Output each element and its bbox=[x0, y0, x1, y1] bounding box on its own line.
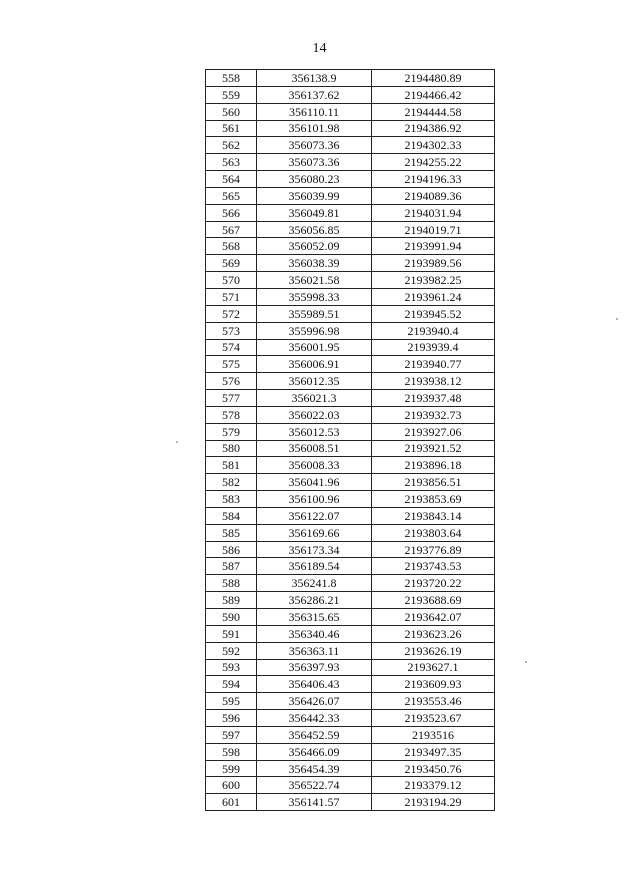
y-coordinate-cell: 2194019.71 bbox=[372, 221, 495, 238]
y-coordinate-cell: 2193927.06 bbox=[372, 423, 495, 440]
table-row bbox=[206, 120, 495, 137]
point-number-cell: 584 bbox=[206, 507, 257, 524]
x-coordinate-cell: 356286.21 bbox=[257, 592, 372, 609]
table-row bbox=[206, 693, 495, 710]
y-coordinate-cell: 2193945.52 bbox=[372, 305, 495, 322]
x-coordinate-cell: 356454.39 bbox=[257, 760, 372, 777]
x-coordinate-cell: 356049.81 bbox=[257, 204, 372, 221]
point-number-cell: 572 bbox=[206, 305, 257, 322]
point-number-cell: 569 bbox=[206, 255, 257, 272]
point-number-cell: 579 bbox=[206, 423, 257, 440]
x-coordinate-cell: 356138.9 bbox=[257, 70, 372, 87]
scan-speck bbox=[525, 661, 527, 663]
table-row bbox=[206, 507, 495, 524]
point-number-cell: 585 bbox=[206, 524, 257, 541]
point-number-cell: 593 bbox=[206, 659, 257, 676]
y-coordinate-cell: 2193803.64 bbox=[372, 524, 495, 541]
y-coordinate-cell: 2193939.4 bbox=[372, 339, 495, 356]
y-coordinate-cell: 2193940.77 bbox=[372, 356, 495, 373]
table-row bbox=[206, 609, 495, 626]
x-coordinate-cell: 356397.93 bbox=[257, 659, 372, 676]
x-coordinate-cell: 355996.98 bbox=[257, 322, 372, 339]
table-row bbox=[206, 423, 495, 440]
y-coordinate-cell: 2193627.1 bbox=[372, 659, 495, 676]
y-coordinate-cell: 2193932.73 bbox=[372, 406, 495, 423]
y-coordinate-cell: 2193982.25 bbox=[372, 272, 495, 289]
point-number-cell: 583 bbox=[206, 491, 257, 508]
y-coordinate-cell: 2193609.93 bbox=[372, 676, 495, 693]
y-coordinate-cell: 2193194.29 bbox=[372, 794, 495, 811]
point-number-cell: 571 bbox=[206, 288, 257, 305]
x-coordinate-cell: 356315.65 bbox=[257, 609, 372, 626]
coordinates-table bbox=[205, 69, 495, 811]
table-row bbox=[206, 339, 495, 356]
point-number-cell: 600 bbox=[206, 777, 257, 794]
table-row bbox=[206, 390, 495, 407]
point-number-cell: 576 bbox=[206, 373, 257, 390]
x-coordinate-cell: 356008.33 bbox=[257, 457, 372, 474]
table-row bbox=[206, 558, 495, 575]
table-row bbox=[206, 154, 495, 171]
x-coordinate-cell: 356080.23 bbox=[257, 171, 372, 188]
point-number-cell: 577 bbox=[206, 390, 257, 407]
x-coordinate-cell: 356452.59 bbox=[257, 726, 372, 743]
table-row bbox=[206, 137, 495, 154]
y-coordinate-cell: 2193626.19 bbox=[372, 642, 495, 659]
point-number-cell: 580 bbox=[206, 440, 257, 457]
point-number-cell: 595 bbox=[206, 693, 257, 710]
x-coordinate-cell: 356001.95 bbox=[257, 339, 372, 356]
y-coordinate-cell: 2194466.42 bbox=[372, 86, 495, 103]
scan-speck bbox=[176, 441, 178, 443]
table-row bbox=[206, 238, 495, 255]
y-coordinate-cell: 2194302.33 bbox=[372, 137, 495, 154]
point-number-cell: 563 bbox=[206, 154, 257, 171]
x-coordinate-cell: 356442.33 bbox=[257, 710, 372, 727]
table-row bbox=[206, 743, 495, 760]
y-coordinate-cell: 2193776.89 bbox=[372, 541, 495, 558]
table-row bbox=[206, 356, 495, 373]
point-number-cell: 599 bbox=[206, 760, 257, 777]
table-row bbox=[206, 642, 495, 659]
x-coordinate-cell: 356073.36 bbox=[257, 154, 372, 171]
table-row bbox=[206, 255, 495, 272]
y-coordinate-cell: 2193523.67 bbox=[372, 710, 495, 727]
y-coordinate-cell: 2193843.14 bbox=[372, 507, 495, 524]
x-coordinate-cell: 356522.74 bbox=[257, 777, 372, 794]
table-row bbox=[206, 726, 495, 743]
y-coordinate-cell: 2193720.22 bbox=[372, 575, 495, 592]
y-coordinate-cell: 2193623.26 bbox=[372, 625, 495, 642]
x-coordinate-cell: 355998.33 bbox=[257, 288, 372, 305]
x-coordinate-cell: 356052.09 bbox=[257, 238, 372, 255]
table-row bbox=[206, 322, 495, 339]
x-coordinate-cell: 356073.36 bbox=[257, 137, 372, 154]
table-row bbox=[206, 794, 495, 811]
y-coordinate-cell: 2193989.56 bbox=[372, 255, 495, 272]
x-coordinate-cell: 355989.51 bbox=[257, 305, 372, 322]
y-coordinate-cell: 2194089.36 bbox=[372, 187, 495, 204]
point-number-cell: 601 bbox=[206, 794, 257, 811]
y-coordinate-cell: 2194386.92 bbox=[372, 120, 495, 137]
table-row bbox=[206, 86, 495, 103]
point-number-cell: 575 bbox=[206, 356, 257, 373]
x-coordinate-cell: 356122.07 bbox=[257, 507, 372, 524]
table-row bbox=[206, 187, 495, 204]
table-row bbox=[206, 103, 495, 120]
x-coordinate-cell: 356169.66 bbox=[257, 524, 372, 541]
point-number-cell: 598 bbox=[206, 743, 257, 760]
y-coordinate-cell: 2193991.94 bbox=[372, 238, 495, 255]
y-coordinate-cell: 2193921.52 bbox=[372, 440, 495, 457]
x-coordinate-cell: 356012.35 bbox=[257, 373, 372, 390]
x-coordinate-cell: 356012.53 bbox=[257, 423, 372, 440]
x-coordinate-cell: 356039.99 bbox=[257, 187, 372, 204]
x-coordinate-cell: 356141.57 bbox=[257, 794, 372, 811]
table-row bbox=[206, 524, 495, 541]
x-coordinate-cell: 356406.43 bbox=[257, 676, 372, 693]
table-row bbox=[206, 676, 495, 693]
point-number-cell: 586 bbox=[206, 541, 257, 558]
y-coordinate-cell: 2193688.69 bbox=[372, 592, 495, 609]
table-row bbox=[206, 70, 495, 87]
y-coordinate-cell: 2193743.53 bbox=[372, 558, 495, 575]
table-row bbox=[206, 406, 495, 423]
point-number-cell: 573 bbox=[206, 322, 257, 339]
x-coordinate-cell: 356173.34 bbox=[257, 541, 372, 558]
y-coordinate-cell: 2193961.24 bbox=[372, 288, 495, 305]
point-number-cell: 597 bbox=[206, 726, 257, 743]
point-number-cell: 567 bbox=[206, 221, 257, 238]
table-row bbox=[206, 474, 495, 491]
table-row bbox=[206, 625, 495, 642]
point-number-cell: 561 bbox=[206, 120, 257, 137]
point-number-cell: 570 bbox=[206, 272, 257, 289]
point-number-cell: 596 bbox=[206, 710, 257, 727]
table-row bbox=[206, 575, 495, 592]
point-number-cell: 578 bbox=[206, 406, 257, 423]
point-number-cell: 589 bbox=[206, 592, 257, 609]
point-number-cell: 560 bbox=[206, 103, 257, 120]
point-number-cell: 590 bbox=[206, 609, 257, 626]
page-number: 14 bbox=[312, 41, 327, 56]
y-coordinate-cell: 2194196.33 bbox=[372, 171, 495, 188]
point-number-cell: 568 bbox=[206, 238, 257, 255]
y-coordinate-cell: 2193896.18 bbox=[372, 457, 495, 474]
point-number-cell: 581 bbox=[206, 457, 257, 474]
y-coordinate-cell: 2193856.51 bbox=[372, 474, 495, 491]
y-coordinate-cell: 2193937.48 bbox=[372, 390, 495, 407]
table-row bbox=[206, 760, 495, 777]
point-number-cell: 588 bbox=[206, 575, 257, 592]
table-row bbox=[206, 221, 495, 238]
x-coordinate-cell: 356363.11 bbox=[257, 642, 372, 659]
y-coordinate-cell: 2193450.76 bbox=[372, 760, 495, 777]
y-coordinate-cell: 2193497.35 bbox=[372, 743, 495, 760]
table-row bbox=[206, 204, 495, 221]
x-coordinate-cell: 356241.8 bbox=[257, 575, 372, 592]
y-coordinate-cell: 2193516 bbox=[372, 726, 495, 743]
point-number-cell: 558 bbox=[206, 70, 257, 87]
x-coordinate-cell: 356038.39 bbox=[257, 255, 372, 272]
table-row bbox=[206, 171, 495, 188]
y-coordinate-cell: 2193379.12 bbox=[372, 777, 495, 794]
y-coordinate-cell: 2193642.07 bbox=[372, 609, 495, 626]
table-row bbox=[206, 373, 495, 390]
y-coordinate-cell: 2193940.4 bbox=[372, 322, 495, 339]
table-row bbox=[206, 777, 495, 794]
y-coordinate-cell: 2193853.69 bbox=[372, 491, 495, 508]
table-row bbox=[206, 305, 495, 322]
x-coordinate-cell: 356021.58 bbox=[257, 272, 372, 289]
point-number-cell: 559 bbox=[206, 86, 257, 103]
y-coordinate-cell: 2194031.94 bbox=[372, 204, 495, 221]
x-coordinate-cell: 356041.96 bbox=[257, 474, 372, 491]
x-coordinate-cell: 356056.85 bbox=[257, 221, 372, 238]
coordinates-table-body bbox=[206, 70, 495, 811]
point-number-cell: 591 bbox=[206, 625, 257, 642]
x-coordinate-cell: 356022.03 bbox=[257, 406, 372, 423]
table-row bbox=[206, 272, 495, 289]
x-coordinate-cell: 356021.3 bbox=[257, 390, 372, 407]
point-number-cell: 587 bbox=[206, 558, 257, 575]
point-number-cell: 582 bbox=[206, 474, 257, 491]
x-coordinate-cell: 356340.46 bbox=[257, 625, 372, 642]
x-coordinate-cell: 356008.51 bbox=[257, 440, 372, 457]
point-number-cell: 562 bbox=[206, 137, 257, 154]
table-row bbox=[206, 491, 495, 508]
x-coordinate-cell: 356426.07 bbox=[257, 693, 372, 710]
point-number-cell: 564 bbox=[206, 171, 257, 188]
table-row bbox=[206, 710, 495, 727]
x-coordinate-cell: 356101.98 bbox=[257, 120, 372, 137]
y-coordinate-cell: 2194255.22 bbox=[372, 154, 495, 171]
x-coordinate-cell: 356137.62 bbox=[257, 86, 372, 103]
y-coordinate-cell: 2194480.89 bbox=[372, 70, 495, 87]
table-row bbox=[206, 541, 495, 558]
table-row bbox=[206, 440, 495, 457]
y-coordinate-cell: 2193553.46 bbox=[372, 693, 495, 710]
x-coordinate-cell: 356189.54 bbox=[257, 558, 372, 575]
table-row bbox=[206, 288, 495, 305]
point-number-cell: 592 bbox=[206, 642, 257, 659]
x-coordinate-cell: 356100.96 bbox=[257, 491, 372, 508]
x-coordinate-cell: 356110.11 bbox=[257, 103, 372, 120]
x-coordinate-cell: 356466.09 bbox=[257, 743, 372, 760]
table-row bbox=[206, 592, 495, 609]
y-coordinate-cell: 2193938.12 bbox=[372, 373, 495, 390]
table-row bbox=[206, 659, 495, 676]
y-coordinate-cell: 2194444.58 bbox=[372, 103, 495, 120]
point-number-cell: 565 bbox=[206, 187, 257, 204]
point-number-cell: 566 bbox=[206, 204, 257, 221]
table-row bbox=[206, 457, 495, 474]
point-number-cell: 574 bbox=[206, 339, 257, 356]
point-number-cell: 594 bbox=[206, 676, 257, 693]
scan-speck bbox=[616, 318, 618, 320]
x-coordinate-cell: 356006.91 bbox=[257, 356, 372, 373]
